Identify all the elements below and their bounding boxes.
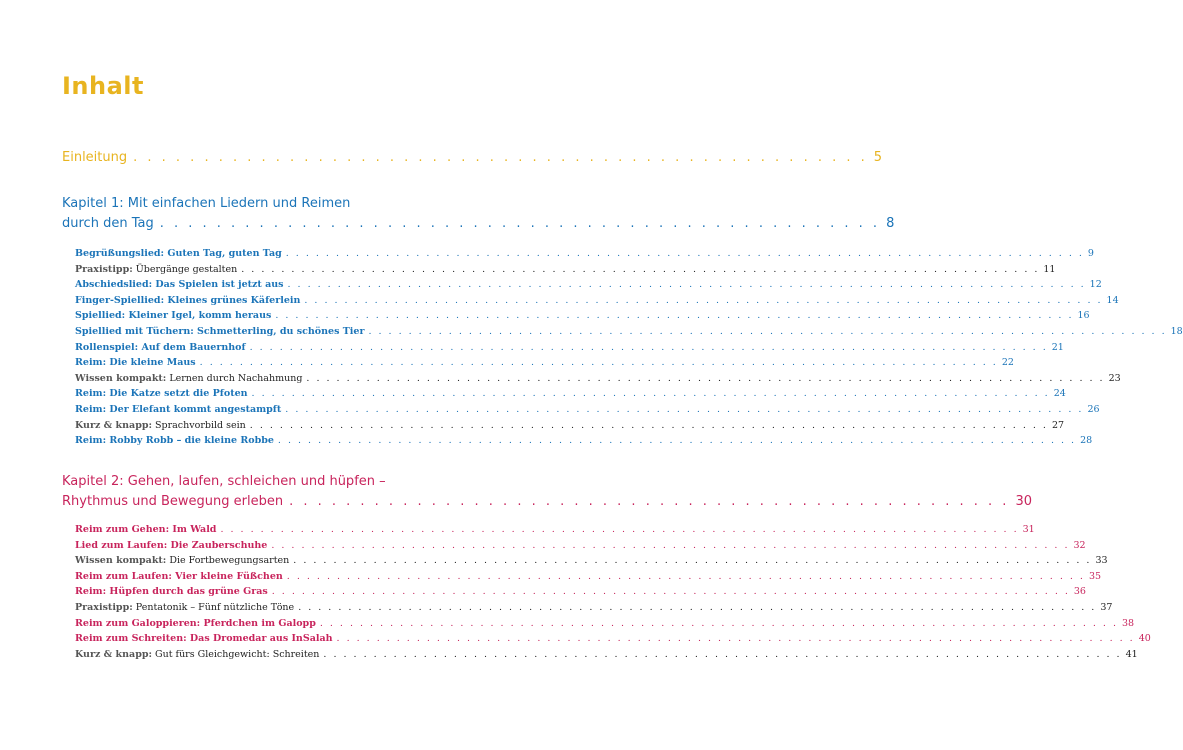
toc-subentry-label [75,649,319,660]
leader-dots: . . . . . . . . . . . . . . . . . . . . . . . . . . . . . . . . . . . . . . . . . . . . . . . . . . . . . . . . . . . . . . . . . . . . . . . . . . . . . . . . [286,570,1085,582]
toc-subentry-page: 9 [1087,248,1094,259]
toc-subentry-kind: Reim: [75,404,107,415]
toc-subentry[interactable] [75,570,1102,582]
toc-subentry-label [75,555,289,566]
toc-subentry-label [75,524,216,535]
toc-subentry-title: Sprachvorbild sein [151,419,246,431]
toc-subentry[interactable] [75,357,1014,369]
toc-subentry-kind: Reim: [75,586,107,598]
toc-subentry[interactable] [75,524,1035,535]
toc-subentry[interactable] [75,294,1119,306]
toc-subentry-page: 37 [1100,602,1113,613]
toc-subentry-title: Im Wald [169,524,217,535]
toc-subentry-kind: Wissen kompakt: [75,555,167,567]
toc-subentry[interactable] [75,617,1135,629]
toc-subentry-label [75,388,248,399]
toc-subentry[interactable] [75,586,1086,598]
toc-subentry-label [75,326,364,337]
toc-subentry-page: 31 [1022,524,1035,535]
toc-subentry[interactable] [75,539,1086,551]
leader-dots: . . . . . . . . . . . . . . . . . . . . . . . . . . . . . . . . . . . . . . . . . . . . . . . . . . . . . . . . . . . . . . . . . . . . . . . . . . . . . . . . [271,539,1070,551]
toc-subentry-kind: Kurz & knapp: [75,648,152,660]
toc-subentry-title: Die Zauberschuhe [167,539,268,551]
toc-subentry-label [75,295,300,306]
toc-subentry-title: Kleiner Igel, komm heraus [125,310,272,322]
toc-subentry[interactable] [75,279,1102,291]
toc-subentry-title: Die Katze setzt die Pfoten [106,388,248,400]
toc-subentry-kind: Wissen kompakt: [75,372,167,384]
toc-entry-page: 5 [873,150,883,165]
leader-dots: . . . . . . . . . . . . . . . . . . . . . . . . . . . . . . . . . . . . . . . . . . . . . . . . . . . . . . . . . . . . . . . . . . . . . . . . . . . . . . . . [319,617,1118,629]
toc-subentry-kind: Lied zum Laufen: [75,539,168,551]
leader-dots: . . . . . . . . . . . . . . . . . . . . . . . . . . . . . . . . . . . . . . . . . . . . . . . . . . . . . . . . . . . . . . . . . . . . . . . . . . . . . . . . [249,341,1048,353]
toc-subentry[interactable] [75,341,1064,353]
toc-subentry-label [75,571,283,582]
toc-subentry-page: 38 [1122,617,1135,629]
toc-subentry[interactable] [75,326,1183,337]
toc-subentry-page: 41 [1125,648,1138,660]
toc-entry-label: Einleitung [62,150,128,165]
toc-subentry[interactable] [75,248,1094,259]
toc-subentry-page: 21 [1051,341,1064,353]
toc-subentry-page: 16 [1077,310,1090,322]
toc-subentry-kind: Reim zum Laufen: [75,570,172,582]
toc-subentry-page: 33 [1095,555,1108,567]
leader-dots: . . . . . . . . . . . . . . . . . . . . . . . . . . . . . . . . . . . . . . . . . . . . . . . . . . . . . . . . . . . . . . . . . . . . . . . . . . . . . . . . [285,248,1084,259]
leader-dots: . . . . . . . . . . . . . . . . . . . . . . . . . . . . . . . . . . . . . . . . . . . . . . . . . . . . . . . . . . . . . . . . . . . . . . . . . . . . . . . . [249,419,1048,431]
page-title: Inhalt [62,72,144,100]
leader-dots: . . . . . . . . . . . . . . . . . . . . . . . . . . . . . . . . . . . . . . . . . . . . . . . . . . . . . . . . . . . . . . . . . . . . . . . . . . . . . . . . [336,633,1135,645]
toc-subentry[interactable] [75,310,1090,322]
toc-subentry[interactable] [75,388,1066,400]
toc-subentry-kind: Spiellied mit Tüchern: [75,326,194,337]
leader-dots: . . . . . . . . . . . . . . . . . . . . . . . . . . . . . . . . . . . . . . . . . . . . . . . . . . . . . . . . . . . . . . . . . . . . . . . . . . . . . . . . [323,648,1122,660]
toc-subentry-label [75,540,267,551]
leader-dots: . . . . . . . . . . . . . . . . . . . . . . . . . . . . . . . . . . . . . . . . . . . . . . . . . . . . . . . . . . . . . . . . . . . . . . . . . . . . . . . . [287,279,1086,291]
chapter2-heading: Kapitel 2: Gehen, laufen, schleichen und hüpfen – [62,474,386,489]
toc-subentry-page: 14 [1106,294,1119,306]
toc-subentry-label [75,342,246,353]
toc-subentry-title: Die Fortbewegungsarten [166,555,290,567]
toc-subentry-page: 35 [1088,570,1102,582]
toc-subentry[interactable] [75,555,1108,567]
toc-subentry-title: Gut fürs Gleichgewicht: Schreiten [151,648,320,660]
toc-subentry-title: Schmetterling, du schönes Tier [193,326,365,337]
chapter1-heading: Kapitel 1: Mit einfachen Liedern und Reimen [62,196,351,211]
toc-subentry-kind: Kurz & knapp: [75,419,152,431]
chapter2-page: 30 [1015,494,1032,509]
toc-subentry-kind: Reim: [75,435,107,447]
toc-subentry-page: 26 [1087,404,1100,415]
toc-subentry-title: Hüpfen durch das grüne Gras [106,586,268,598]
chapter1-heading-line2: durch den Tag [62,216,154,231]
toc-subentry-kind: Spiellied: [75,310,126,322]
toc-subentry-title: Guten Tag, guten Tag [164,248,282,259]
toc-subentry-title: Das Dromedar aus InSalah [186,633,333,645]
leader-dots: . . . . . . . . . . . . . . . . . . . . . . . . . . . . . . . . . . . . . . . . . . . . . . . . . . . . . . . . . . . . . . . . . . . . . . . . . . . . . . . . [306,372,1105,384]
toc-entry-intro[interactable] [62,150,883,165]
toc-subentry-kind: Reim zum Schreiten: [75,633,187,645]
chapter2-heading-line2: Rhythmus und Bewegung erleben [62,494,284,509]
leader-dots: . . . . . . . . . . . . . . . . . . . . . . . . . . . . . . . . . . . . . . . . . . . . . . . . . . . . [133,150,868,165]
toc-subentry-title: Vier kleine Füßchen [171,570,283,582]
toc-subentry[interactable] [75,263,1056,275]
toc-subentry-title: Pentatonik – Fünf nützliche Töne [132,602,295,613]
toc-subentry-page: 28 [1080,435,1093,447]
leader-dots: . . . . . . . . . . . . . . . . . . . . . . . . . . . . . . . . . . . . . . . . . . . . . . . . . . . . . . . . . . . . . . . . . . . . . . . . . . . . . . . . [251,388,1050,400]
toc-subentry-page: 24 [1053,388,1066,400]
leader-dots: . . . . . . . . . . . . . . . . . . . . . . . . . . . . . . . . . . . . . . . . . . . . . . . . . . . . . . . . . . . . . . . . . . . . . . . . . . . . . . . . [277,435,1077,447]
chapter1-page: 8 [886,216,895,231]
toc-subentry-label [75,602,294,613]
toc-subentry[interactable] [75,435,1093,447]
toc-subentry-label [75,618,316,629]
toc-subentry-page: 40 [1138,633,1151,645]
toc-subentry-kind: Begrüßungslied: [75,248,165,259]
toc-subentry-title: Lernen durch Nachahmung [166,372,303,384]
toc-subentry-label [75,586,268,597]
toc-subentry-title: Kleines grünes Käferlein [164,294,301,306]
toc-subentry-page: 22 [1001,357,1014,369]
toc-entry-chapter2[interactable] [62,494,1032,509]
toc-subentry-kind: Reim: [75,388,107,400]
toc-subentry-label [75,633,333,644]
toc-subentry-title: Der Elefant kommt angestampft [106,404,282,415]
toc-subentry-title: Die kleine Maus [106,357,196,369]
leader-dots: . . . . . . . . . . . . . . . . . . . . . . . . . . . . . . . . . . . . . . . . . . . . . . . . . . . [159,216,881,231]
toc-subentry-kind: Abschiedslied: [75,279,153,291]
leader-dots: . . . . . . . . . . . . . . . . . . . . . . . . . . . . . . . . . . . . . . . . . . . . . . . . . . . . . . . . . . . . . . . . . . . . . . . . . . . . . . . . [298,602,1097,613]
toc-subentry-title: Das Spielen ist jetzt aus [152,279,284,291]
toc-subentry-kind: Reim: [75,357,107,369]
toc-entry-chapter1[interactable] [62,216,895,231]
toc-subentry[interactable] [75,633,1151,645]
toc-subentry-label [75,264,237,275]
toc-subentry-kind: Reim zum Galoppieren: [75,617,201,629]
toc-subentry-page: 23 [1108,372,1121,384]
toc-subentry-label [75,435,274,446]
toc-subentry-label [75,373,302,384]
toc-subentry-label [75,404,281,415]
toc-subentry-page: 11 [1043,263,1056,275]
leader-dots: . . . . . . . . . . . . . . . . . . . . . . . . . . . . . . . . . . . . . . . . . . . . . . . . . . . . . . . . . . . . . . . . . . . . . . . . . . . . . . . . [271,586,1070,598]
toc-subentry-label [75,248,282,259]
toc-subentry-label [75,357,196,368]
toc-subentry[interactable] [75,419,1065,431]
leader-dots: . . . . . . . . . . . . . . . . . . . . . . . . . . . . . . . . . . . . . . . . . . . . . . . . . . . . . . . . . . . . . . . . . . . . . . . . . . . . . . . . [241,263,1040,275]
leader-dots: . . . . . . . . . . . . . . . . . . . . . . . . . . . . . . . . . . . . . . . . . . . . . . . . . . . . . . . . . . . . . . . . . . . . . . . . . . . . . . . . [220,524,1019,535]
toc-subentry-kind: Praxistipp: [75,263,133,275]
toc-subentry-page: 32 [1073,539,1086,551]
leader-dots: . . . . . . . . . . . . . . . . . . . . . . . . . . . . . . . . . . . . . . . . . . . . . . . . . . . . . . . . . . . . . . . . . . . . . . . . . . . . . . . . [285,404,1084,415]
toc-subentry[interactable] [75,404,1100,415]
toc-subentry[interactable] [75,372,1121,384]
toc-subentry-label [75,279,284,290]
toc-subentry-title: Übergänge gestalten [132,263,238,275]
toc-subentry-kind: Reim zum Gehen: [75,524,170,535]
toc-subentry[interactable] [75,602,1113,613]
toc-subentry-label [75,420,246,431]
toc-subentry-label [75,310,271,321]
toc-subentry-page: 18 [1170,326,1183,337]
toc-subentry-title: Robby Robb – die kleine Robbe [106,435,274,447]
toc-subentry-title: Auf dem Bauernhof [138,341,246,353]
toc-subentry-page: 27 [1051,419,1065,431]
toc-subentry-kind: Rollenspiel: [75,341,139,353]
toc-subentry-kind: Praxistipp: [75,602,133,613]
toc-subentry-kind: Finger-Spiellied: [75,294,165,306]
leader-dots: . . . . . . . . . . . . . . . . . . . . . . . . . . . . . . . . . . . . . . . . . . . . . . . . . . . [289,494,1010,509]
leader-dots: . . . . . . . . . . . . . . . . . . . . . . . . . . . . . . . . . . . . . . . . . . . . . . . . . . . . . . . . . . . . . . . . . . . . . . . . . . . . . . . . [275,310,1074,322]
leader-dots: . . . . . . . . . . . . . . . . . . . . . . . . . . . . . . . . . . . . . . . . . . . . . . . . . . . . . . . . . . . . . . . . . . . . . . . . . . . . . . . . [293,555,1092,567]
toc-subentry[interactable] [75,648,1138,660]
toc-subentry-page: 12 [1089,279,1102,291]
leader-dots: . . . . . . . . . . . . . . . . . . . . . . . . . . . . . . . . . . . . . . . . . . . . . . . . . . . . . . . . . . . . . . . . . . . . . . . . . . . . . . . . [368,326,1167,337]
leader-dots: . . . . . . . . . . . . . . . . . . . . . . . . . . . . . . . . . . . . . . . . . . . . . . . . . . . . . . . . . . . . . . . . . . . . . . . . . . . . . . . . [304,294,1103,306]
toc-subentry-page: 36 [1073,586,1086,598]
leader-dots: . . . . . . . . . . . . . . . . . . . . . . . . . . . . . . . . . . . . . . . . . . . . . . . . . . . . . . . . . . . . . . . . . . . . . . . . . . . . . . . . [199,357,998,369]
toc-subentry-title: Pferdchen im Galopp [200,617,316,629]
